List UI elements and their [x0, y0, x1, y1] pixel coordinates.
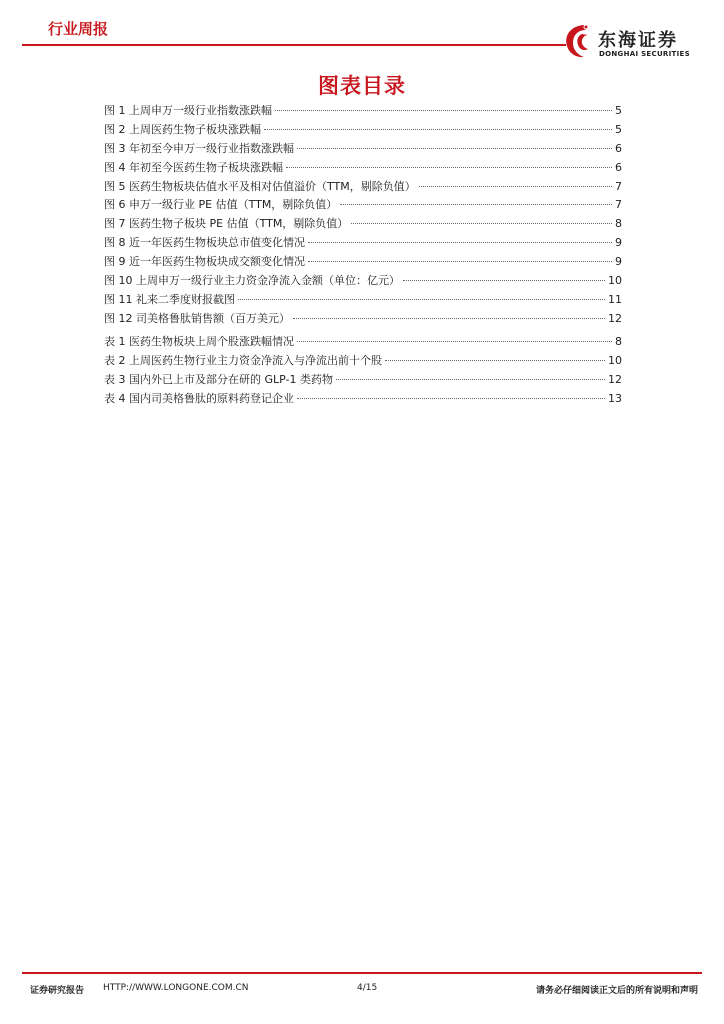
toc-entry-figure-10[interactable]: [104, 272, 622, 291]
entry-page: 8: [615, 217, 622, 231]
entry-label: 图 4: [104, 160, 126, 174]
donghai-securities-logo: [560, 20, 710, 70]
toc-entry-figure-6[interactable]: [104, 196, 622, 215]
dot-leader: [308, 261, 612, 262]
dragon-emblem-icon: [560, 22, 594, 62]
entry-page: 5: [615, 104, 622, 117]
toc-entry-figure-8[interactable]: [104, 234, 622, 253]
toc-entry-figure-3[interactable]: [104, 140, 622, 159]
dot-leader: [293, 318, 605, 319]
entry-title: 医药生物板块上周个股涨跌幅情况: [129, 335, 294, 348]
dot-leader: [385, 360, 605, 361]
table-list: [104, 333, 622, 409]
header-divider: [22, 44, 566, 46]
toc-entry-table-3[interactable]: [104, 371, 622, 390]
entry-page: 8: [615, 335, 622, 348]
entry-page: 7: [615, 198, 622, 212]
logo-chinese-name: 东海证券: [598, 30, 678, 51]
entry-label: 图 6: [104, 198, 126, 212]
entry-label: 图 3: [104, 141, 126, 155]
entry-title: 司美格鲁肽销售额（百万美元）: [136, 311, 290, 325]
toc-entry-figure-5[interactable]: [104, 178, 622, 197]
entry-title: 近一年医药生物板块总市值变化情况: [129, 236, 305, 250]
entry-page: 11: [608, 292, 622, 306]
figure-list: [104, 102, 622, 329]
entry-title: 上周医药生物行业主力资金净流入与净流出前十个股: [129, 353, 382, 367]
entry-page: 9: [615, 236, 622, 250]
toc-entry-figure-11[interactable]: [104, 291, 622, 310]
entry-title: 近一年医药生物板块成交额变化情况: [129, 255, 305, 269]
entry-title: 上周申万一级行业主力资金净流入金额（单位：亿元）: [136, 274, 400, 288]
dot-leader: [340, 204, 612, 205]
dot-leader: [275, 110, 612, 111]
dot-leader: [286, 167, 612, 168]
entry-label: 图 5: [104, 179, 126, 193]
logo-english-name: DONGHAI SECURITIES: [599, 50, 690, 58]
entry-page: 13: [608, 391, 622, 405]
entry-page: 5: [615, 122, 622, 136]
entry-label: 图 9: [104, 255, 126, 269]
toc-entry-figure-2[interactable]: [104, 121, 622, 140]
toc-entry-table-1[interactable]: [104, 333, 622, 352]
dot-leader: [238, 299, 605, 300]
entry-label: 表 1: [104, 335, 126, 348]
entry-label: 图 11: [104, 292, 133, 306]
entry-page: 7: [615, 179, 622, 193]
entry-page: 12: [608, 311, 622, 325]
entry-title: 医药生物子板块 PE 估值（TTM，剔除负值）: [129, 217, 349, 231]
entry-page: 10: [608, 353, 622, 367]
entry-label: 表 4: [104, 391, 126, 405]
dot-leader: [308, 242, 612, 243]
footer-page-number: 4/15: [357, 983, 378, 993]
entry-page: 6: [615, 141, 622, 155]
footer-website-link[interactable]: HTTP://WWW.LONGONE.COM.CN: [103, 983, 249, 993]
footer-divider: [22, 972, 702, 974]
dot-leader: [336, 379, 605, 380]
entry-title: 礼来二季度财报截图: [136, 292, 235, 306]
dot-leader: [351, 223, 612, 224]
toc-entry-figure-7[interactable]: [104, 215, 622, 234]
toc-entry-table-2[interactable]: [104, 352, 622, 371]
entry-page: 6: [615, 160, 622, 174]
entry-title: 年初至今申万一级行业指数涨跌幅: [129, 141, 294, 155]
entry-label: 图 1: [104, 104, 126, 117]
dot-leader: [297, 341, 612, 342]
entry-title: 上周申万一级行业指数涨跌幅: [129, 104, 272, 117]
dot-leader: [419, 186, 612, 187]
toc-entry-figure-9[interactable]: [104, 253, 622, 272]
report-type-tag: 行业周报: [48, 20, 109, 38]
entry-title: 上周医药生物子板块涨跌幅: [129, 122, 261, 136]
toc-title: 图表目录: [318, 74, 406, 98]
entry-title: 年初至今医药生物子板块涨跌幅: [129, 160, 283, 174]
entry-label: 图 8: [104, 236, 126, 250]
toc-entry-figure-1[interactable]: [104, 102, 622, 121]
dot-leader: [264, 129, 612, 130]
footer-disclaimer: 请务必仔细阅读正文后的所有说明和声明: [535, 986, 698, 996]
entry-page: 12: [608, 372, 622, 386]
entry-label: 表 2: [104, 353, 126, 367]
entry-label: 表 3: [104, 372, 126, 386]
dot-leader: [297, 398, 605, 399]
toc-entry-table-4[interactable]: [104, 390, 622, 409]
toc-entry-figure-12[interactable]: [104, 310, 622, 329]
entry-title: 医药生物板块估值水平及相对估值溢价（TTM，剔除负值）: [129, 179, 416, 193]
entry-title: 国内司美格鲁肽的原料药登记企业: [129, 391, 294, 405]
dot-leader: [403, 280, 605, 281]
entry-title: 申万一级行业 PE 估值（TTM，剔除负值）: [129, 198, 338, 212]
toc-entry-figure-4[interactable]: [104, 159, 622, 178]
entry-title: 国内外已上市及部分在研的 GLP-1 类药物: [129, 372, 334, 386]
entry-label: 图 7: [104, 217, 126, 231]
footer-report-type: 证券研究报告: [30, 986, 85, 996]
entry-label: 图 2: [104, 122, 126, 136]
entry-page: 10: [608, 274, 622, 288]
entry-page: 9: [615, 255, 622, 269]
entry-label: 图 12: [104, 311, 133, 325]
entry-label: 图 10: [104, 274, 133, 288]
dot-leader: [297, 148, 612, 149]
